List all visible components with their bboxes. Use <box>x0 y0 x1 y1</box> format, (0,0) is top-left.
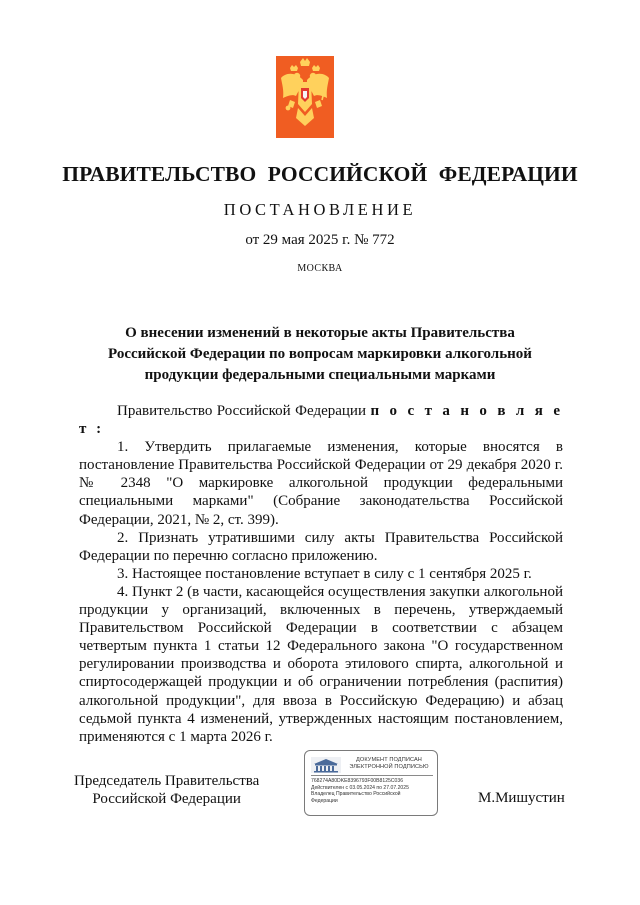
position-line: Российской Федерации <box>92 791 241 807</box>
preamble <box>79 402 563 438</box>
certificate-validity: Действителен с 03.05.2024 по 27.07.2025 <box>311 784 409 791</box>
subject-line: Российской Федерации по вопросам маркировки алкогольной <box>108 346 532 362</box>
certificate-owner: Федерации <box>311 797 338 804</box>
government-title: ПРАВИТЕЛЬСТВО РОССИЙСКОЙ ФЕДЕРАЦИИ <box>62 162 578 186</box>
stamp-header-line: ДОКУМЕНТ ПОДПИСАН <box>356 757 422 763</box>
position-line: Председатель Правительства <box>74 773 260 789</box>
document-date-number: от 29 мая 2025 г. № 772 <box>245 232 395 248</box>
stamp-details <box>311 778 435 804</box>
paragraph-1: 1. Утвердить прилагаемые изменения, которые вносятся в постановление Правительства Российской Федерации от 29 декабря 2020 г. № 2348 "О маркировке алкогольной продукции федеральными специальными марками" (Собрание законодательства Российской Федерации, 2021, № 2, ст. 399). <box>79 439 563 528</box>
certificate-owner: Владелец Правительство Российской <box>311 791 401 798</box>
subject-line: продукции федеральными специальными марками <box>144 367 496 383</box>
signatory-name: М.Мишустин <box>478 790 565 806</box>
stamp-header-line: ЭЛЕКТРОННОЙ ПОДПИСЬЮ <box>349 764 429 770</box>
signatory-position <box>74 772 259 808</box>
preamble-text: Правительство Российской Федерации <box>117 403 366 419</box>
stamp-divider <box>311 775 433 776</box>
document-subject <box>0 323 640 386</box>
document-body <box>79 402 563 746</box>
document-type: ПОСТАНОВЛЕНИЕ <box>223 200 417 219</box>
decree-word: п о с т а н о в л я е т : <box>79 403 564 438</box>
document-city: МОСКВА <box>297 263 343 274</box>
paragraph-2: 2. Признать утратившими силу акты Правительства Российской Федерации по перечню согласно приложению. <box>79 529 563 564</box>
russian-coat-of-arms-icon <box>276 56 334 138</box>
electronic-signature-stamp <box>304 750 438 816</box>
stamp-header <box>343 757 435 771</box>
government-building-icon <box>311 757 341 773</box>
paragraph-4: 4. Пункт 2 (в части, касающейся осуществления закупки алкогольной продукции у организаций, включенных в перечень, утверждаемый Правительством Российской Федерации в соответствии с абзацем четвертым пункта 1 статьи 12 Федерального закона "О государственном регулировании производства и оборота этилового спирта, алкогольной и спиртосодержащей продукции и об ограничении потребления (распития) алкогольной продукции", для ввоза в Российскую Федерацию) и абзац седьмой пункта 4 изменений, утвержденных настоящим постановлением, применяются с 1 марта 2026 г. <box>79 583 563 745</box>
paragraph-3: 3. Настоящее постановление вступает в силу с 1 сентября 2025 г. <box>117 565 532 582</box>
subject-line: О внесении изменений в некоторые акты Правительства <box>125 325 515 341</box>
certificate-serial: 768274A80DKE8396793F00B8125C036 <box>311 778 404 784</box>
